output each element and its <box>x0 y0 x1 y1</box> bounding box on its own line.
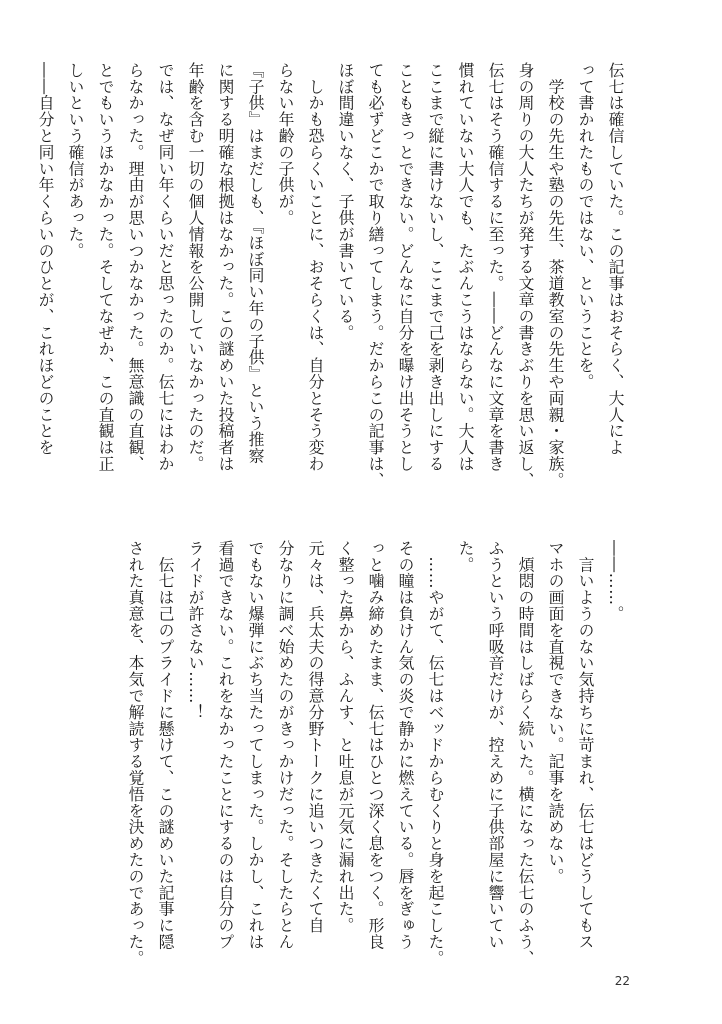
text-line: 伝七は己のプライドに懸けて、この謎めいた記事に隠 <box>156 540 175 950</box>
text-line: って書かれたものではない、ということを。 <box>576 62 595 390</box>
text-line: ――……。 <box>606 540 625 622</box>
page-number: 22 <box>614 974 630 988</box>
text-line: 看過できない。これをなかったことにするのは自分のプ <box>216 540 235 950</box>
text-block-bottom <box>126 540 630 967</box>
text-line: らなかった。理由が思いつかなかった。無意識の直観、 <box>126 62 145 472</box>
text-line: ても必ずどこかで取り繕ってしまう。だからこの記事は、 <box>366 62 385 489</box>
text-line: っと噛み締めたまま、伝七はひとつ深く息をつく。形良 <box>366 540 385 950</box>
text-line: ライドが許さない……！ <box>186 540 205 721</box>
text-line: しかも恐らくいことに、おそらくは、自分とそう変わ <box>306 62 325 472</box>
text-line: ほぼ間違いなく、子供が書いている。 <box>336 62 355 341</box>
text-line: 伝七はそう確信するに至った。――どんなに文章を書き <box>486 62 505 472</box>
text-line: 年齢を含む一切の個人情報を公開していなかったのだ。 <box>186 62 205 472</box>
text-line: された真意を、本気で解読する覚悟を決めたのであった。 <box>126 540 145 967</box>
text-line: ふうという呼吸音だけが、控えめに子供部屋に響いてい <box>486 540 505 950</box>
text-line: こともきっとできない。どんなに自分を曝け出そうとし <box>396 62 415 472</box>
text-line: 慣れていない大人でも、たぶんこうはならない。大人は <box>456 62 475 472</box>
text-line: 学校の先生や塾の先生、茶道教室の先生や両親・家族。 <box>546 62 565 489</box>
text-line: 煩悶の時間はしばらく続いた。横になった伝七のふう、 <box>516 540 535 967</box>
text-line: 身の周りの大人たちが発する文章の書きぶりを思い返し、 <box>516 62 535 489</box>
text-line: く整った鼻から、ふんす、と吐息が元気に漏れ出た。 <box>336 540 355 934</box>
text-line: 分なりに調べ始めたのがきっかけだった。そしたらとん <box>276 540 295 950</box>
text-line: マホの画面を直視できない。記事を読めない。 <box>546 540 565 885</box>
text-block-top <box>36 62 630 502</box>
text-line: しいという確信があった。 <box>66 62 85 259</box>
text-line: らない年齢の子供が。 <box>276 62 295 226</box>
text-line: ――自分と同い年くらいのひとが、これほどのことを <box>36 62 55 456</box>
text-line: 伝七は確信していた。この記事はおそらく、大人によ <box>606 62 625 456</box>
text-line: ……やがて、伝七はベッドからむくりと身を起こした。 <box>426 540 445 967</box>
text-line: その瞳は負けん気の炎で静かに燃えている。唇をぎゅう <box>396 540 415 950</box>
text-line: 言いようのない気持ちに苛まれ、伝七はどうしてもス <box>576 540 595 950</box>
text-line: でもない爆弾にぶち当たってしまった。しかし、これは <box>246 540 265 950</box>
text-line: 『子供』はまだしも、『ほぼ同い年の子供』という推察 <box>246 62 265 465</box>
text-line: では、なぜ同い年くらいだと思ったのか。伝七にはわか <box>156 62 175 472</box>
text-line: 元々は、兵太夫の得意分野トークに追いつきたくて自 <box>306 540 325 934</box>
text-line: に関する明確な根拠はなかった。この謎めいた投稿者は <box>216 62 235 472</box>
text-line: ここまで縦に書けないし、ここまで己を剥き出しにする <box>426 62 445 472</box>
text-line: た。 <box>456 540 475 573</box>
text-line: とでもいうほかなかった。そしてなぜか、この直観は正 <box>96 62 115 472</box>
